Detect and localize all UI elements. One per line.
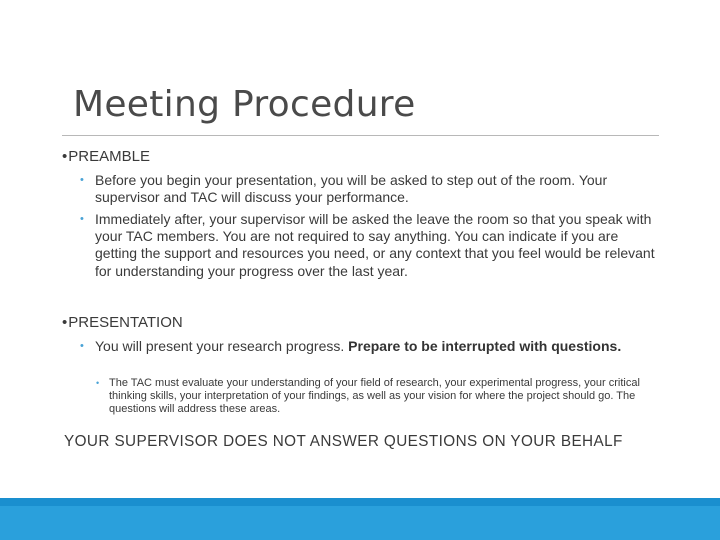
presentation-heading-label: PRESENTATION — [68, 314, 183, 331]
presentation-heading — [62, 314, 183, 332]
bullet-icon: • — [62, 314, 68, 331]
presentation-item-text: You will present your research progress. — [95, 338, 345, 354]
bottom-accent-bar — [0, 506, 720, 540]
slide-title: Meeting Procedure — [73, 84, 416, 125]
bullet-icon: • — [80, 340, 84, 352]
title-divider — [62, 135, 659, 136]
bullet-icon: • — [62, 148, 68, 165]
preamble-heading — [62, 148, 150, 166]
presentation-item-emphasis: Prepare to be interrupted with questions. — [348, 338, 622, 354]
presentation-sub-item-text: The TAC must evaluate your understanding of your field of research, your experimental progress, your critical thinking skills, your interpretation of your findings, as well as your vision for where the project should go. The questions will address these areas. — [109, 377, 640, 416]
preamble-item-1-text: Before you begin your presentation, you will be asked to step out of the room. Your supervisor and TAC will discuss your performance. — [95, 172, 608, 206]
bullet-icon: • — [96, 378, 100, 388]
presentation-item — [80, 338, 660, 355]
preamble-heading-label: PREAMBLE — [68, 148, 150, 165]
footer-note: YOUR SUPERVISOR DOES NOT ANSWER QUESTIONS ON YOUR BEHALF — [64, 433, 623, 450]
bullet-icon: • — [80, 213, 84, 225]
preamble-item-2-text: Immediately after, your supervisor will be asked the leave the room so that you speak with your TAC members. You are not required to say anything. You can indicate if you are getting the support and resources you need, or any context that you feel would be relevant for understanding your progress over the last year. — [95, 211, 655, 279]
preamble-item-1 — [80, 172, 660, 206]
bottom-accent-stripe — [0, 498, 720, 506]
preamble-item-2 — [80, 211, 660, 280]
bullet-icon: • — [80, 174, 84, 186]
presentation-sub-item — [96, 377, 664, 417]
